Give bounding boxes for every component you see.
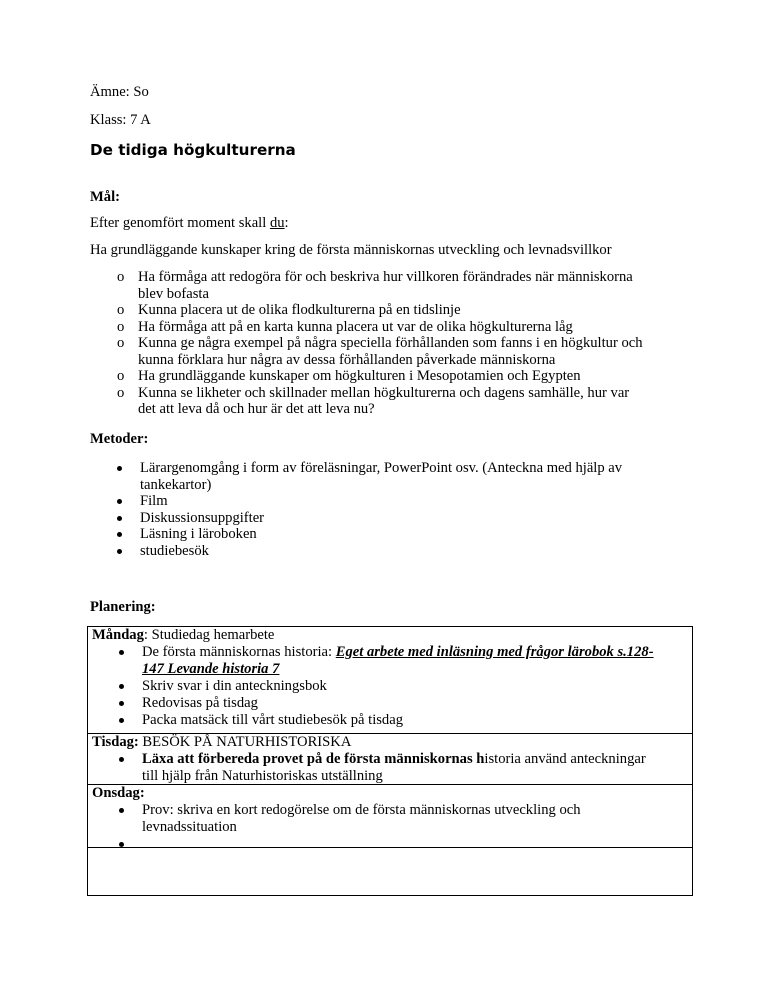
dot-bullet-icon <box>117 549 122 554</box>
monday-title <box>92 627 688 644</box>
circle-bullet-icon: o <box>117 368 125 384</box>
list-item: Diskussionsuppgifter <box>140 510 700 527</box>
planning-row-empty <box>88 848 692 895</box>
dot-bullet-icon <box>119 650 124 655</box>
tuesday-title <box>92 734 688 751</box>
dot-bullet-icon <box>117 532 122 537</box>
goals-intro-after: : <box>284 215 289 231</box>
dot-bullet-icon <box>119 701 124 706</box>
dot-bullet-icon <box>119 684 124 689</box>
tuesday-day-suffix: BESÖK PÅ NATURHISTORISKA <box>138 734 352 750</box>
circle-bullet-icon: o <box>117 335 125 351</box>
list-item: o Ha förmåga att redogöra för och beskriva hur villkoren förändrades när människorna blev bofasta <box>117 269 633 302</box>
dot-bullet-icon <box>119 718 124 723</box>
planning-row-wednesday <box>88 785 692 848</box>
list-item: o Ha grundläggande kunskaper om högkulturen i Mesopotamien och Egypten <box>117 368 581 384</box>
circle-bullet-icon: o <box>117 269 125 285</box>
monday-list <box>142 644 682 729</box>
list-item: Prov: skriva en kort redogörelse om de första människornas utveckling och levnadssituation <box>142 802 682 836</box>
dot-bullet-icon <box>119 757 124 762</box>
list-item: o Kunna ge några exempel på några speciella förhållanden som fanns i en högkultur och kunna förklara hur några av dessa förhållanden påverkade människorna <box>117 335 643 368</box>
goals-list <box>117 269 698 418</box>
wednesday-list <box>142 802 682 853</box>
document-title: De tidiga högkulturerna <box>90 141 296 159</box>
list-item: Läsning i läroboken <box>140 526 700 543</box>
tuesday-day: Tisdag: <box>92 734 139 750</box>
subject-value: So <box>133 84 149 100</box>
list-item: o Kunna placera ut de olika flodkulturerna på en tidslinje <box>117 302 461 318</box>
goals-intro-underlined: du <box>269 215 285 231</box>
class-value: 7 A <box>130 112 151 128</box>
circle-bullet-icon: o <box>117 302 125 318</box>
goals-summary: Ha grundläggande kunskaper kring de första människornas utveckling och levnadsvillkor <box>90 242 612 258</box>
list-item: Film <box>140 493 700 510</box>
list-item: Lärargenomgång i form av föreläsningar, PowerPoint osv. (Anteckna med hjälp av tankekartor) <box>140 460 700 493</box>
class-line <box>90 112 151 129</box>
planning-heading: Planering: <box>90 599 156 615</box>
methods-heading: Metoder: <box>90 431 149 447</box>
wednesday-day: Onsdag: <box>92 785 145 801</box>
list-item: Redovisas på tisdag <box>142 695 682 712</box>
dot-bullet-icon <box>117 516 122 521</box>
subject-label: Ämne: <box>90 84 130 100</box>
class-label: Klass: <box>90 112 127 128</box>
planning-row-tuesday <box>88 734 692 785</box>
circle-bullet-icon: o <box>117 318 125 335</box>
planning-row-monday <box>88 627 692 734</box>
list-item: Läxa att förbereda provet på de första människornas historia använd anteckningar till hjälp från Naturhistoriskas utställning <box>142 751 682 785</box>
monday-day-suffix: : Studiedag hemarbete <box>143 627 275 643</box>
goals-heading: Mål: <box>90 189 120 205</box>
circle-bullet-icon: o <box>117 384 125 401</box>
methods-list <box>140 460 700 559</box>
list-item: o Kunna se likheter och skillnader mellan högkulturerna och dagens samhälle, hur var det att leva då och hur är det att leva nu? <box>117 384 630 417</box>
subject-line <box>90 84 149 101</box>
monday-day: Måndag <box>92 627 144 643</box>
list-item: Skriv svar i din anteckningsbok <box>142 678 682 695</box>
list-item: De första människornas historia: Eget arbete med inläsning med frågor lärobok s.128- 147 Levande historia 7 <box>142 644 682 678</box>
dot-bullet-icon <box>117 466 122 471</box>
list-item: o Ha förmåga att på en karta kunna placera ut var de olika högkulturerna låg <box>117 318 573 335</box>
dot-bullet-icon <box>119 808 124 813</box>
goals-intro <box>90 215 289 232</box>
goals-intro-before: Efter genomfört moment skall <box>90 215 270 231</box>
planning-table <box>87 626 693 896</box>
dot-bullet-icon <box>119 842 124 847</box>
list-item: Packa matsäck till vårt studiebesök på tisdag <box>142 712 682 729</box>
dot-bullet-icon <box>117 499 122 504</box>
tuesday-list <box>142 751 682 785</box>
list-item: studiebesök <box>140 543 700 560</box>
